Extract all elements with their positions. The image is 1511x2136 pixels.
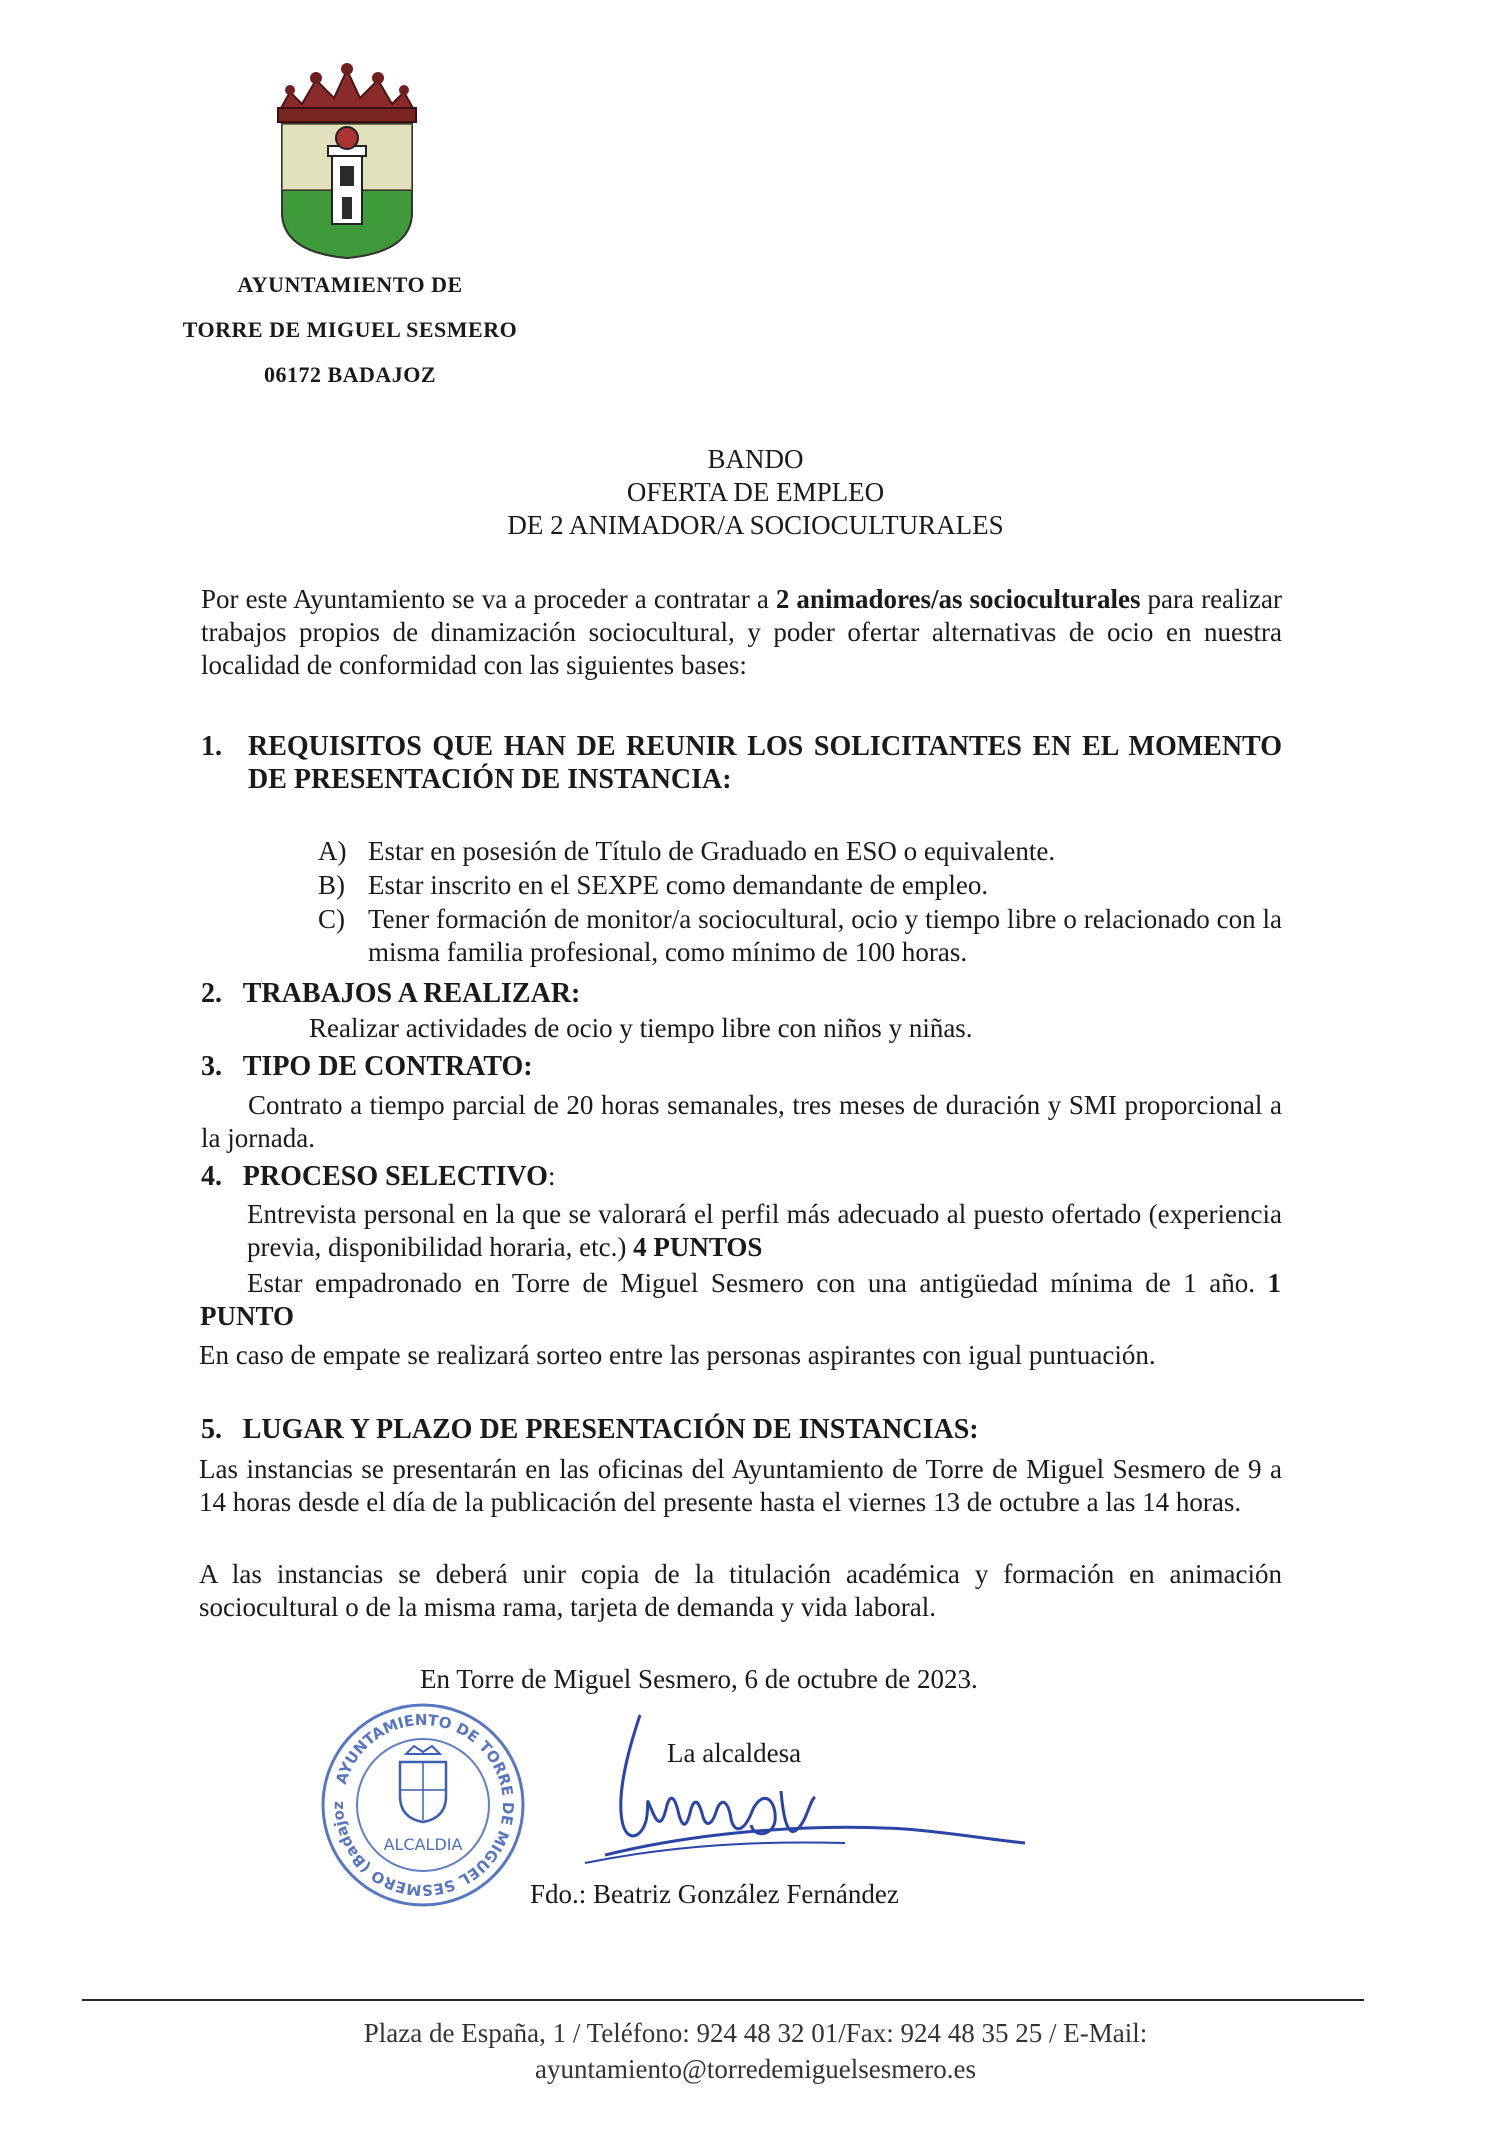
- handwritten-signature: [545, 1705, 1065, 1880]
- footer-address: Plaza de España, 1 / Teléfono: 924 48 32 01/Fax: 924 48 35 25 / E-Mail:: [363, 2018, 1148, 2048]
- section-2-text: Realizar actividades de ocio y tiempo libre con niños y niñas.: [309, 1013, 973, 1043]
- intro-paragraph: [201, 583, 1282, 682]
- section-4-interview: [247, 1198, 1282, 1264]
- requirement-b-text: Estar inscrito en el SEXPE como demandante de empleo.: [368, 870, 989, 900]
- stamp-center-text: ALCALDIA: [383, 1835, 463, 1854]
- intro-bold: 2 animadores/as socioculturales: [775, 584, 1141, 614]
- section-3-title: TIPO DE CONTRATO:: [242, 1051, 533, 1082]
- section-1-number: 1.: [201, 731, 222, 762]
- section-4-colon: :: [547, 1161, 556, 1191]
- title-line-1: BANDO: [707, 444, 804, 474]
- org-postal-line: 06172 BADAJOZ: [263, 362, 437, 387]
- footer-email: ayuntamiento@torredemiguelsesmero.es: [535, 2054, 976, 2084]
- title-line-3: DE 2 ANIMADOR/A SOCIOCULTURALES: [507, 510, 1004, 540]
- section-3-text: Contrato a tiempo parcial de 20 horas semanales, tres meses de duración y SMI proporcional a la jornada.: [201, 1090, 1282, 1153]
- section-5-title: LUGAR Y PLAZO DE PRESENTACIÓN DE INSTANCIAS:: [242, 1414, 979, 1445]
- section-4-heading: [201, 1160, 1282, 1193]
- section-1-heading: [201, 730, 1282, 796]
- title-line-2: OFERTA DE EMPLEO: [626, 477, 885, 507]
- section-4-interview-text: Entrevista personal en la que se valorará el perfil más adecuado al puesto ofertado (experiencia previa, disponibilidad horaria, etc.): [247, 1199, 1282, 1262]
- requirement-c: [318, 903, 1282, 969]
- section-2-number: 2.: [201, 978, 222, 1009]
- requirement-c-text: Tener formación de monitor/a sociocultural, ocio y tiempo libre o relacionado con la misma familia profesional, como mínimo de 100 horas.: [368, 904, 1282, 967]
- requirement-a-text: Estar en posesión de Título de Graduado en ESO o equivalente.: [368, 836, 1056, 866]
- section-2-title: TRABAJOS A REALIZAR:: [242, 978, 581, 1009]
- section-3-number: 3.: [201, 1051, 222, 1082]
- requirement-c-letter: C): [318, 904, 345, 934]
- section-5-number: 5.: [201, 1414, 222, 1445]
- section-4-residence-text: Estar empadronado en Torre de Miguel Sesmero con una antigüedad mínima de 1 año.: [247, 1268, 1268, 1298]
- intro-text-part2: para realizar trabajos propios de dinamización sociocultural, y poder ofertar alternativas de ocio en nuestra localidad de conformidad con las siguientes bases:: [201, 584, 1282, 680]
- section-4-title: PROCESO SELECTIVO: [242, 1161, 548, 1192]
- section-4-number: 4.: [201, 1161, 222, 1192]
- requirement-b: [318, 869, 1282, 902]
- document-title: [0, 443, 1511, 542]
- section-4-residence-points: 1 PUNTO: [200, 1268, 1281, 1331]
- section-4-tie-rule: En caso de empate se realizará sorteo entre las personas aspirantes con igual puntuación.: [199, 1340, 1156, 1370]
- signer-role: La alcaldesa: [667, 1738, 802, 1768]
- intro-text-part1: Por este Ayuntamiento se va a proceder a contratar a: [201, 584, 776, 614]
- section-1-title: REQUISITOS QUE HAN DE REUNIR LOS SOLICITANTES EN EL MOMENTO DE PRESENTACIÓN DE INSTANCIA:: [248, 731, 1282, 795]
- section-4-residence: [200, 1267, 1281, 1333]
- official-stamp: [318, 1700, 528, 1910]
- org-name-line2: TORRE DE MIGUEL SESMERO: [182, 317, 518, 342]
- section-2-heading: [201, 977, 1282, 1010]
- section-3-heading: [201, 1050, 1282, 1083]
- coat-of-arms-logo: [272, 62, 422, 260]
- place-and-date: En Torre de Miguel Sesmero, 6 de octubre de 2023.: [420, 1664, 978, 1694]
- stamp-ring-text: AYUNTAMIENTO DE TORRE DE MIGUEL SESMERO (Badajoz: [328, 1710, 518, 1900]
- footer-divider: [82, 1999, 1364, 2001]
- requirement-a: [318, 835, 1282, 868]
- requirement-a-letter: A): [318, 836, 347, 866]
- section-5-text-1: Las instancias se presentarán en las oficinas del Ayuntamiento de Torre de Miguel Sesmero de 9 a 14 horas desde el día de la publicación del presente hasta el viernes 13 de octubre a las 14 horas.: [199, 1454, 1282, 1517]
- org-name-line1: AYUNTAMIENTO DE: [237, 272, 463, 297]
- requirement-b-letter: B): [318, 870, 345, 900]
- section-4-interview-points: 4 PUNTOS: [633, 1232, 763, 1262]
- signer-name: Fdo.: Beatriz González Fernández: [530, 1879, 899, 1909]
- section-5-heading: [201, 1413, 1282, 1446]
- section-5-text-2: A las instancias se deberá unir copia de la titulación académica y formación en animación sociocultural o de la misma rama, tarjeta de demanda y vida laboral.: [199, 1559, 1282, 1622]
